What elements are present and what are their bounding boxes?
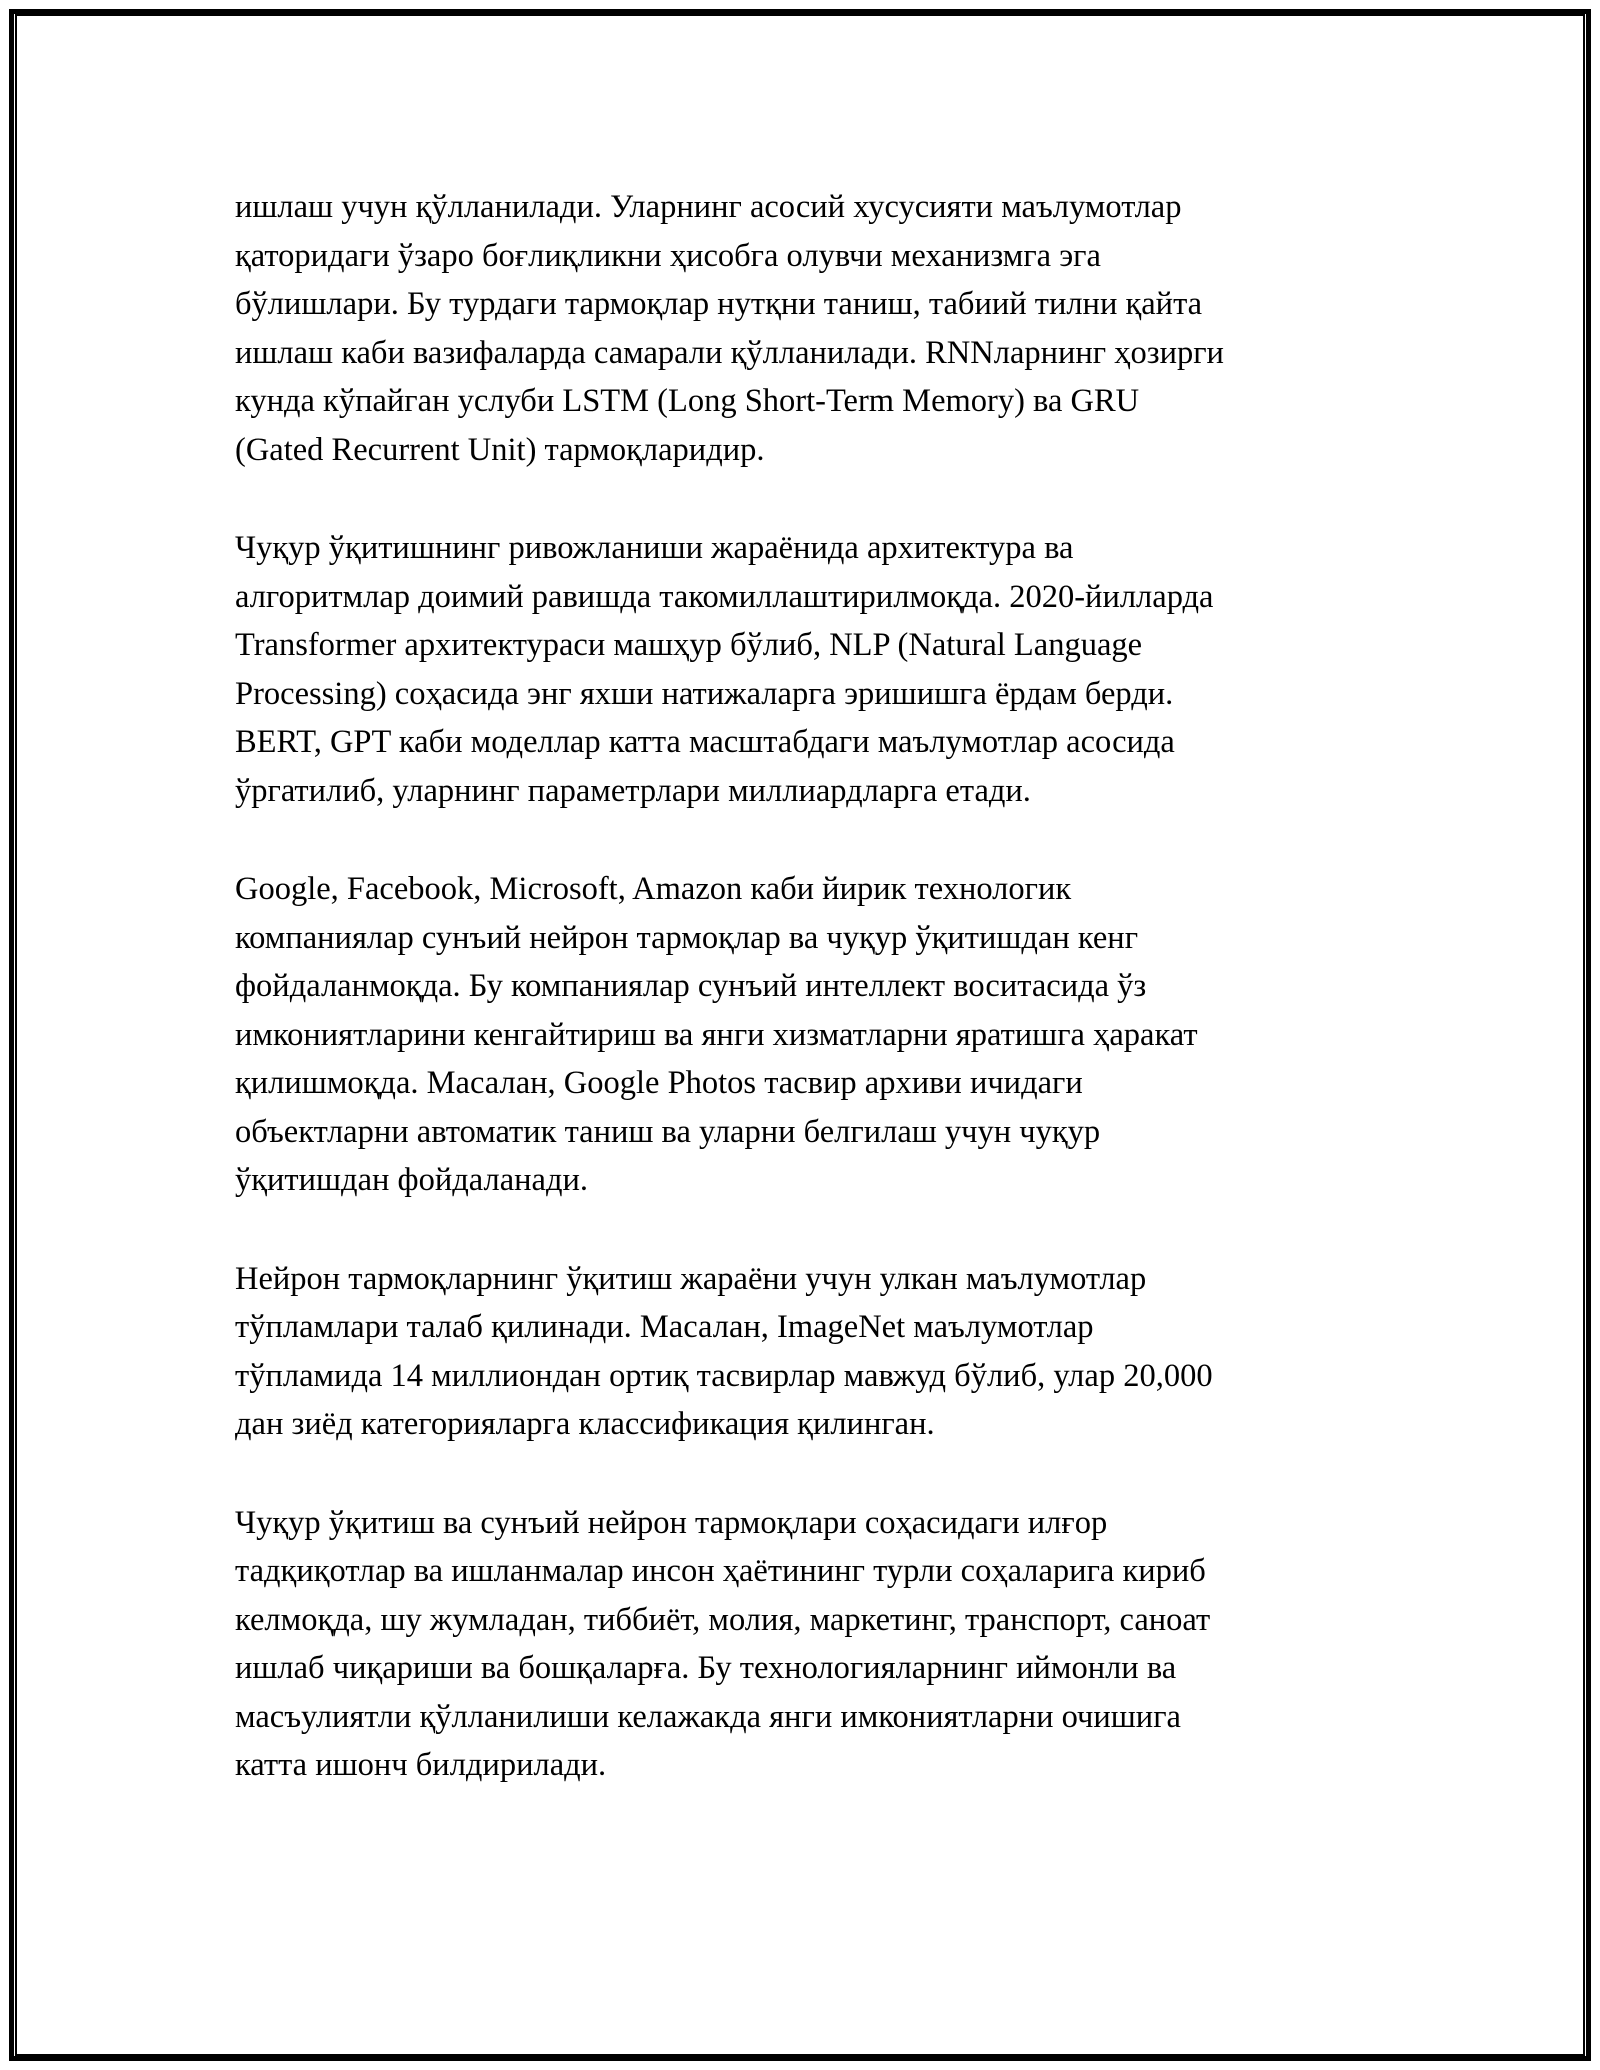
paragraph-rnn (235, 183, 1365, 474)
text-line: алгоритмлар доимий равишда такомиллаштирилмоқда. 2020-йилларда (235, 578, 1214, 615)
text-line: дан зиёд категорияларга классификация қилинган. (235, 1406, 935, 1442)
text-line: қилишмоқда. Масалан, Google Photos тасвир архиви ичидаги (235, 1065, 1083, 1101)
text-line: тўпламлари талаб қилинади. Масалан, ImageNet маълумотлар (235, 1309, 1094, 1345)
text-line: (Gated Recurrent Unit) тармоқларидир. (235, 431, 765, 468)
paragraph-datasets (235, 1255, 1365, 1449)
text-line: ўргатилиб, уларнинг параметрлари миллиардларга етади. (235, 772, 1031, 809)
text-line: фойдаланмоқда. Бу компаниялар сунъий интеллект воситасида ўз (235, 968, 1147, 1004)
text-line: объектларни автоматик таниш ва уларни белгилаш учун чуқур (235, 1113, 1101, 1150)
text-line: келмоқда, шу жумладан, тиббиёт, молия, маркетинг, транспорт, саноат (235, 1601, 1211, 1638)
text-line: компаниялар сунъий нейрон тармоқлар ва чуқур ўқитишдан кенг (235, 919, 1139, 956)
text-line: ишлаб чиқариши ва бошқаларға. Бу технологияларнинг иймонли ва (235, 1650, 1177, 1686)
text-line: BERT, GPT каби моделлар катта масштабдаги маълумотлар асосида (235, 724, 1175, 760)
text-line: имкониятларини кенгайтириш ва янги хизматларни яратишга ҳаракат (235, 1016, 1198, 1053)
text-line: қаторидаги ўзаро боғлиқликни ҳисобга олувчи механизмга эга (235, 237, 1101, 274)
text-line: Transformer архитектураси машҳур бўлиб, NLP (Natural Language (235, 627, 1143, 663)
document-body (235, 183, 1365, 1840)
text-line: Нейрон тармоқларнинг ўқитиш жараёни учун улкан маълумотлар (235, 1260, 1147, 1297)
text-line: Processing) соҳасида энг яхши натижаларга эришишга ёрдам берди. (235, 675, 1174, 712)
text-line: бўлишлари. Бу турдаги тармоқлар нутқни таниш, табиий тилни қайта (235, 286, 1203, 322)
text-line: тўпламида 14 миллиондан ортиқ тасвирлар мавжуд бўлиб, улар 20,000 (235, 1357, 1213, 1394)
text-line: Чуқур ўқитиш ва сунъий нейрон тармоқлари соҳасидаги илғор (235, 1504, 1108, 1541)
text-line: кунда кўпайган услуби LSTM (Long Short-Term Memory) ва GRU (235, 383, 1140, 419)
text-line: Чуқур ўқитишнинг ривожланиши жараёнида архитектура ва (235, 530, 1074, 566)
text-line: ишлаш каби вазифаларда самарали қўлланилади. RNNларнинг ҳозирги (235, 334, 1224, 371)
paragraph-companies (235, 865, 1365, 1205)
text-line: катта ишонч билдирилади. (235, 1747, 607, 1783)
text-line: масъулиятли қўлланилиши келажакда янги имкониятларни очишига (235, 1698, 1181, 1735)
paragraph-conclusion (235, 1499, 1365, 1790)
text-line: ишлаш учун қўлланилади. Уларнинг асосий хусусияти маълумотлар (235, 189, 1182, 225)
text-line: ўқитишдан фойдаланади. (235, 1162, 588, 1198)
paragraph-architecture (235, 524, 1365, 815)
text-line: тадқиқотлар ва ишланмалар инсон ҳаётининг турли соҳаларига кириб (235, 1553, 1206, 1589)
text-line: Google, Facebook, Microsoft, Amazon каби йирик технологик (235, 871, 1072, 907)
